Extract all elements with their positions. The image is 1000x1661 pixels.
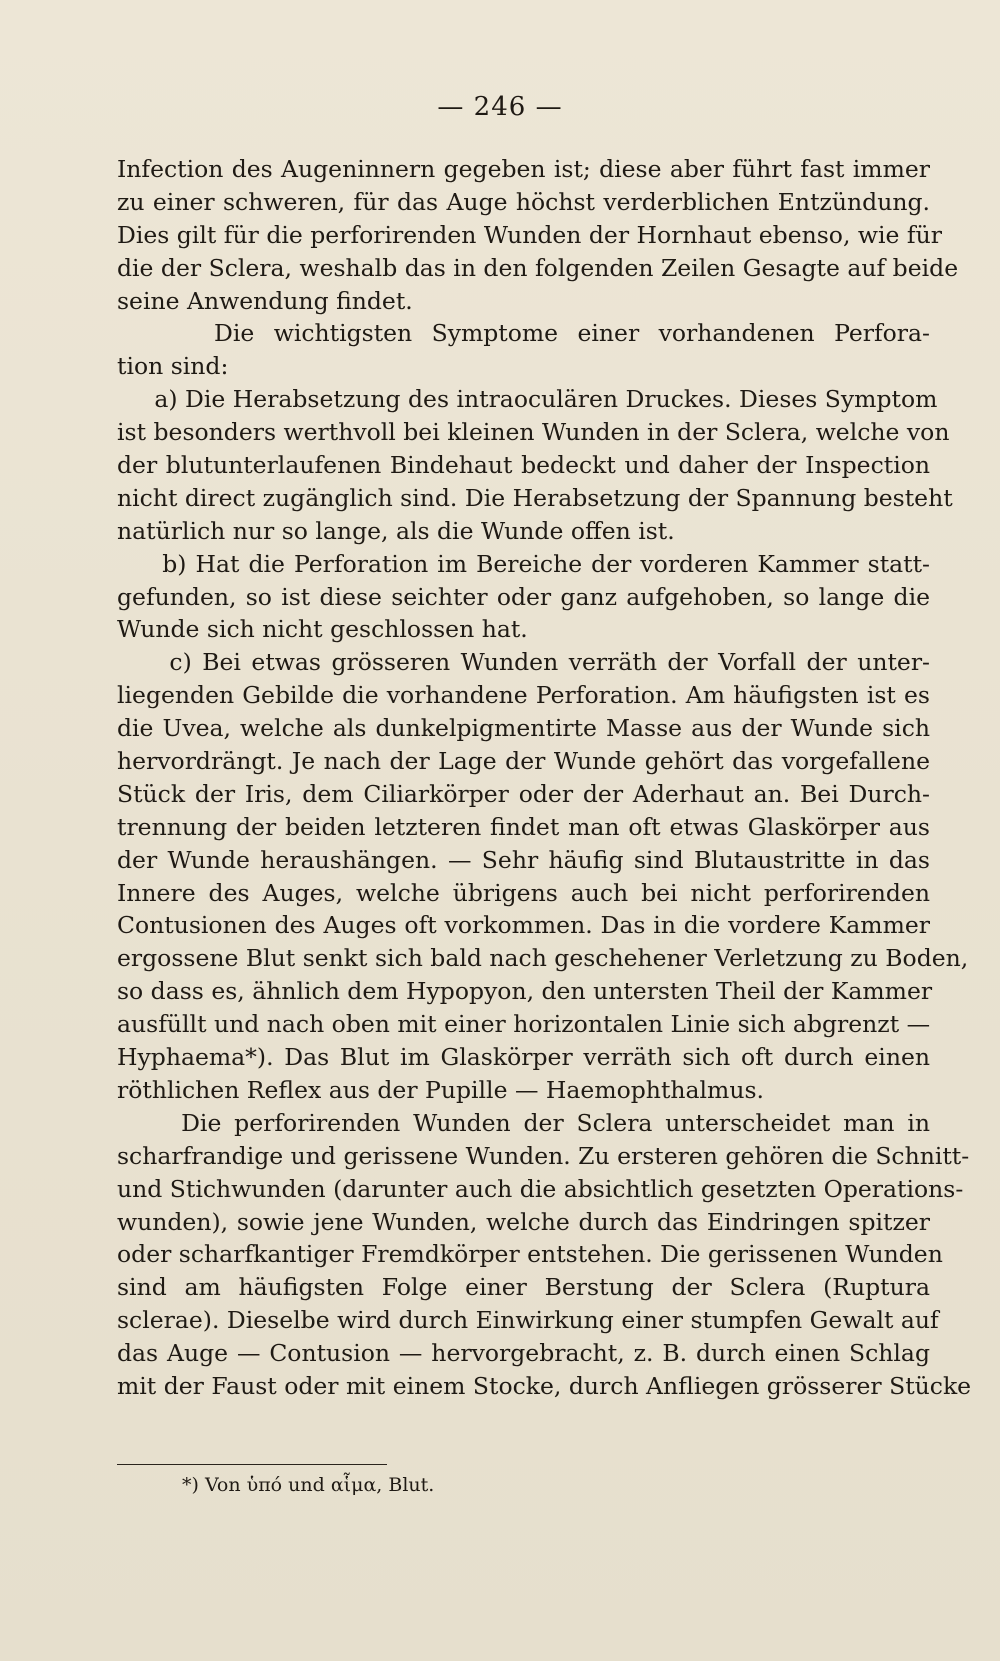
text-line: Die wichtigsten Symptome einer vorhandenen Perfora-: [117, 319, 930, 348]
text-line: Contusionen des Auges oft vorkommen. Das in die vordere Kammer: [117, 911, 930, 940]
text-line: der Wunde heraushängen. — Sehr häufig sind Blutaustritte in das: [117, 845, 930, 874]
text-line: ist besonders werthvoll bei kleinen Wunden in der Sclera, welche von: [117, 418, 950, 447]
text-line: Wunde sich nicht geschlossen hat.: [117, 615, 528, 644]
text-line: nicht direct zugänglich sind. Die Herabsetzung der Spannung besteht: [117, 483, 953, 512]
page-number: — 246 —: [437, 92, 563, 122]
text-line: Hyphaema*). Das Blut im Glaskörper verräth sich oft durch einen: [117, 1043, 930, 1072]
text-line: die der Sclera, weshalb das in den folgenden Zeilen Gesagte auf beide: [117, 253, 959, 282]
text-line: tion sind:: [117, 352, 229, 381]
text-line: Stück der Iris, dem Ciliarkörper oder der Aderhaut an. Bei Durch-: [117, 779, 930, 808]
text-line: so dass es, ähnlich dem Hypopyon, den untersten Theil der Kammer: [117, 977, 933, 1006]
text-line: hervordrängt. Je nach der Lage der Wunde gehört das vorgefallene: [117, 747, 930, 776]
text-line: Innere des Auges, welche übrigens auch bei nicht perforirenden: [117, 878, 930, 907]
text-line: röthlichen Reflex aus der Pupille — Haemophthalmus.: [117, 1075, 764, 1104]
text-line: liegenden Gebilde die vorhandene Perforation. Am häufigsten ist es: [117, 681, 930, 710]
text-line: Die perforirenden Wunden der Sclera unterscheidet man in: [117, 1108, 930, 1137]
text-line: oder scharfkantiger Fremdkörper entstehen. Die gerissenen Wunden: [117, 1240, 943, 1269]
text-line: scharfrandige und gerissene Wunden. Zu ersteren gehören die Schnitt-: [117, 1141, 970, 1170]
text-line: die Uvea, welche als dunkelpigmentirte Masse aus der Wunde sich: [117, 714, 930, 743]
footnote-divider: [117, 1464, 387, 1465]
text-line: trennung der beiden letzteren findet man oft etwas Glaskörper aus: [117, 812, 930, 841]
body-text: [117, 153, 972, 1403]
text-line: zu einer schweren, für das Auge höchst verderblichen Entzündung.: [117, 187, 930, 216]
text-line: mit der Faust oder mit einem Stocke, durch Anfliegen grösserer Stücke: [117, 1371, 972, 1400]
text-line: natürlich nur so lange, als die Wunde offen ist.: [117, 516, 675, 545]
text-line: c) Bei etwas grösseren Wunden verräth der Vorfall der unter-: [117, 648, 930, 677]
text-line: b) Hat die Perforation im Bereiche der vorderen Kammer statt-: [117, 549, 930, 578]
text-line: gefunden, so ist diese seichter oder ganz aufgehoben, so lange die: [117, 582, 930, 611]
text-line: sind am häufigsten Folge einer Berstung der Sclera (Ruptura: [117, 1273, 930, 1302]
footnote: *) Von ὑπό und αἷμα, Blut.: [182, 1474, 435, 1496]
text-line: ausfüllt und nach oben mit einer horizontalen Linie sich abgrenzt —: [117, 1010, 931, 1039]
text-line: seine Anwendung findet.: [117, 286, 413, 315]
text-line: das Auge — Contusion — hervorgebracht, z. B. durch einen Schlag: [117, 1339, 930, 1368]
text-line: Dies gilt für die perforirenden Wunden der Hornhaut ebenso, wie für: [117, 220, 942, 249]
text-line: und Stichwunden (darunter auch die absichtlich gesetzten Operations-: [117, 1174, 964, 1203]
text-line: sclerae). Dieselbe wird durch Einwirkung einer stumpfen Gewalt auf: [117, 1306, 939, 1335]
text-line: a) Die Herabsetzung des intraoculären Druckes. Dieses Symptom: [117, 385, 938, 414]
text-line: wunden), sowie jene Wunden, welche durch das Eindringen spitzer: [117, 1207, 930, 1236]
text-line: ergossene Blut senkt sich bald nach geschehener Verletzung zu Boden,: [117, 944, 969, 973]
text-line: Infection des Augeninnern gegeben ist; diese aber führt fast immer: [117, 155, 930, 183]
text-line: der blutunterlaufenen Bindehaut bedeckt und daher der Inspection: [117, 451, 930, 480]
